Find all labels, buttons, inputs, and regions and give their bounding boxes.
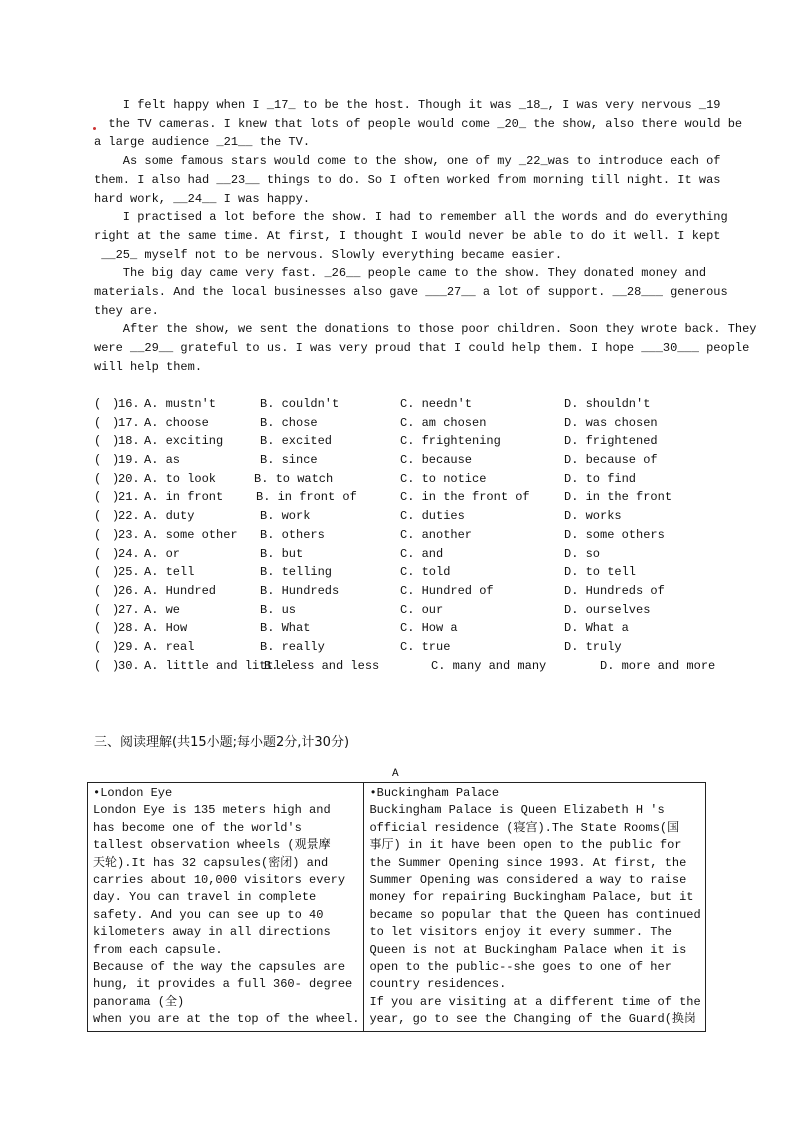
buckingham-palace-cell: [364, 783, 705, 1032]
london-eye-line: hung, it provides a full 360- degree: [93, 977, 353, 992]
passage-line: As some famous stars would come to the show, one of my _22_was to introduce each of: [94, 154, 721, 169]
option-a: A. tell: [144, 565, 195, 580]
option-d: D. because of: [564, 453, 658, 468]
qnum: 23.: [118, 527, 140, 542]
paren: (: [94, 602, 102, 617]
option-b: B. less and less: [264, 658, 380, 673]
buckingham-line: year, go to see the Changing of the Guard(换岗: [369, 1012, 696, 1027]
option-c: C. and: [400, 546, 444, 561]
option-a: A. exciting: [144, 434, 224, 449]
paren-close: ): [112, 509, 120, 524]
qnum: 22.: [118, 509, 140, 524]
option-b: B. us: [260, 602, 297, 617]
paren-close: ): [112, 397, 120, 411]
paren-close: ): [112, 602, 120, 617]
paren: (: [94, 490, 102, 505]
option-d: D. to tell: [564, 565, 637, 580]
buckingham-line: the Summer Opening since 1993. At first, the: [369, 855, 687, 870]
paren: (: [94, 658, 102, 673]
paren-close: ): [112, 434, 120, 449]
buckingham-line: official residence (寝宫).The State Rooms(国: [369, 820, 680, 835]
option-d: D. truly: [564, 639, 622, 654]
option-b: B. What: [260, 621, 311, 636]
paren: (: [94, 509, 102, 524]
passage-line: After the show, we sent the donations to those poor children. Soon they wrote back. They: [94, 322, 757, 337]
qnum: 16.: [118, 397, 140, 411]
option-a: A. as: [144, 453, 181, 468]
paren: (: [94, 621, 102, 636]
option-c: C. many and many: [431, 658, 547, 673]
question-row: [94, 488, 714, 507]
london-eye-line: safety. And you can see up to 40: [93, 907, 324, 922]
paren-close: ): [112, 583, 120, 598]
passage-line: __25_ myself not to be nervous. Slowly everything became easier.: [94, 247, 563, 262]
london-eye-line: day. You can travel in complete: [93, 890, 317, 905]
paren-close: ): [112, 490, 120, 505]
buckingham-line: country residences.: [369, 977, 507, 992]
paren: (: [94, 527, 102, 542]
paren: (: [94, 471, 102, 486]
question-row: [94, 451, 714, 470]
option-b: B. telling: [260, 565, 333, 580]
option-d: D. ourselves: [564, 602, 651, 617]
option-b: B. really: [260, 639, 325, 654]
option-a: A. we: [144, 602, 181, 617]
qnum: 27.: [118, 602, 140, 617]
london-eye-line: London Eye is 135 meters high and: [93, 803, 331, 818]
option-d: D. Hundreds of: [564, 583, 665, 598]
buckingham-line: •Buckingham Palace: [369, 786, 500, 800]
option-a: A. choose: [144, 415, 209, 430]
buckingham-line: open to the public--she goes to one of her: [369, 960, 672, 975]
option-b: B. chose: [260, 415, 318, 430]
qnum: 18.: [118, 434, 140, 449]
option-c: C. frightening: [400, 434, 501, 449]
question-row: [94, 507, 714, 526]
paren-close: ): [112, 471, 120, 486]
buckingham-line: 事厅) in it have been open to the public for: [369, 838, 682, 853]
paren: (: [94, 453, 102, 468]
option-d: D. so: [564, 546, 601, 561]
option-d: D. to find: [564, 471, 637, 486]
london-eye-line: kilometers away in all directions: [93, 925, 331, 940]
question-row: [94, 432, 714, 451]
buckingham-line: Buckingham Palace is Queen Elizabeth H 's: [369, 803, 665, 818]
paren-close: ): [112, 546, 120, 561]
qnum: 29.: [118, 639, 140, 654]
buckingham-line: money for repairing Buckingham Palace, but it: [369, 890, 694, 905]
paren-close: ): [112, 527, 120, 542]
option-a: A. some other: [144, 527, 238, 542]
paren-close: ): [112, 639, 120, 654]
london-eye-cell: [88, 783, 364, 1032]
paren: (: [94, 415, 102, 430]
option-c: C. to notice: [400, 471, 487, 486]
passage-line: right at the same time. At first, I thought I would never be able to do it well. I kept: [94, 228, 721, 243]
london-eye-line: 天轮).It has 32 capsules(密闭) and: [93, 855, 329, 870]
question-row: [94, 601, 714, 620]
option-c: C. true: [400, 639, 451, 654]
paren-close: ): [112, 621, 120, 636]
option-b: B. Hundreds: [260, 583, 340, 598]
question-row: [94, 582, 714, 601]
option-d: D. What a: [564, 621, 629, 636]
passage-line: a large audience _21__ the TV.: [94, 135, 311, 150]
passage-line: The big day came very fast. _26__ people came to the show. They donated money and: [94, 266, 707, 281]
option-d: D. some others: [564, 527, 665, 542]
option-c: C. in the front of: [400, 490, 530, 505]
paren-close: ): [112, 565, 120, 580]
question-row: [94, 657, 714, 676]
option-a: A. How: [144, 621, 188, 636]
london-eye-line: panorama (全): [93, 994, 185, 1009]
paren: (: [94, 639, 102, 654]
reading-table: [87, 782, 706, 1032]
option-b: B. others: [260, 527, 325, 542]
option-b: B. in front of: [256, 490, 357, 505]
paren: (: [94, 583, 102, 598]
option-c: C. another: [400, 527, 473, 542]
option-d: D. more and more: [600, 658, 716, 673]
question-list: [94, 395, 714, 675]
option-d: D. works: [564, 509, 622, 524]
option-c: C. our: [400, 602, 444, 617]
question-row: [94, 414, 714, 433]
paren: (: [94, 397, 102, 411]
question-row: [94, 526, 714, 545]
passage-line: hard work, __24__ I was happy.: [94, 191, 311, 206]
option-d: D. frightened: [564, 434, 658, 449]
passage-line: I felt happy when I _17_ to be the host. Though it was _18_, I was very nervous _19: [94, 98, 721, 112]
section-title: 三、阅读理解(共15小题;每小题2分,计30分): [94, 735, 350, 750]
passage-label: A: [392, 768, 399, 780]
paren: (: [94, 546, 102, 561]
option-a: A. Hundred: [144, 583, 217, 598]
option-b: B. work: [260, 509, 311, 524]
option-b: B. to watch: [254, 471, 334, 486]
passage-line: were __29__ grateful to us. I was very proud that I could help them. I hope ___30___ people: [94, 341, 750, 356]
passage-line: them. I also had __23__ things to do. So I often worked from morning till night. It was: [94, 172, 721, 187]
paren: (: [94, 565, 102, 580]
passage-line: will help them.: [94, 359, 203, 374]
passage-line: they are.: [94, 303, 159, 318]
london-eye-line: carries about 10,000 visitors every: [93, 873, 346, 888]
london-eye-line: from each capsule.: [93, 942, 223, 957]
question-row: [94, 545, 714, 564]
option-a: A. or: [144, 546, 181, 561]
option-a: A. little and little: [144, 658, 289, 673]
buckingham-line: to let visitors enjoy it every summer. The: [369, 925, 672, 940]
qnum: 17.: [118, 415, 140, 430]
question-row: [94, 619, 714, 638]
london-eye-line: •London Eye: [93, 786, 173, 800]
option-c: C. told: [400, 565, 451, 580]
london-eye-line: tallest observation wheels (观景摩: [93, 838, 331, 853]
qnum: 26.: [118, 583, 140, 598]
paren-close: ): [112, 415, 120, 430]
option-a: A. mustn't: [144, 397, 217, 411]
option-a: A. to look: [144, 471, 217, 486]
buckingham-line: Summer Opening was considered a way to raise: [369, 873, 687, 888]
option-c: C. am chosen: [400, 415, 487, 430]
question-row: [94, 563, 714, 582]
passage-line: materials. And the local businesses also gave ___27__ a lot of support. __28___ generous: [94, 285, 728, 300]
question-row: [94, 470, 714, 489]
option-a: A. in front: [144, 490, 224, 505]
option-c: C. duties: [400, 509, 465, 524]
paren-close: ): [112, 453, 120, 468]
buckingham-line: Queen is not at Buckingham Palace when it is: [369, 942, 687, 957]
qnum: 28.: [118, 621, 140, 636]
option-c: C. needn't: [400, 397, 473, 411]
london-eye-line: when you are at the top of the wheel.: [93, 1012, 360, 1027]
option-b: B. excited: [260, 434, 333, 449]
cloze-passage: [94, 96, 757, 377]
option-c: C. Hundred of: [400, 583, 494, 598]
question-row: [94, 638, 714, 657]
option-d: D. in the front: [564, 490, 673, 505]
london-eye-line: Because of the way the capsules are: [93, 960, 346, 975]
option-b: B. since: [260, 453, 318, 468]
paren: (: [94, 434, 102, 449]
qnum: 24.: [118, 546, 140, 561]
passage-line: the TV cameras. I knew that lots of people would come _20_ the show, also there would be: [94, 116, 743, 131]
qnum: 25.: [118, 565, 140, 580]
passage-line: I practised a lot before the show. I had to remember all the words and do everything: [94, 210, 728, 225]
option-d: D. was chosen: [564, 415, 658, 430]
option-c: C. How a: [400, 621, 458, 636]
option-c: C. because: [400, 453, 473, 468]
option-a: A. real: [144, 639, 195, 654]
option-d: D. shouldn't: [564, 397, 651, 411]
question-row: [94, 395, 714, 414]
qnum: 19.: [118, 453, 140, 468]
paren-close: ): [112, 658, 120, 673]
option-b: B. couldn't: [260, 397, 340, 411]
buckingham-line: If you are visiting at a different time of the: [369, 994, 701, 1009]
qnum: 21.: [118, 490, 140, 505]
qnum: 30.: [118, 658, 140, 673]
qnum: 20.: [118, 471, 140, 486]
buckingham-line: became so popular that the Queen has continued: [369, 907, 701, 922]
london-eye-line: has become one of the world's: [93, 820, 302, 835]
option-b: B. but: [260, 546, 304, 561]
option-a: A. duty: [144, 509, 195, 524]
